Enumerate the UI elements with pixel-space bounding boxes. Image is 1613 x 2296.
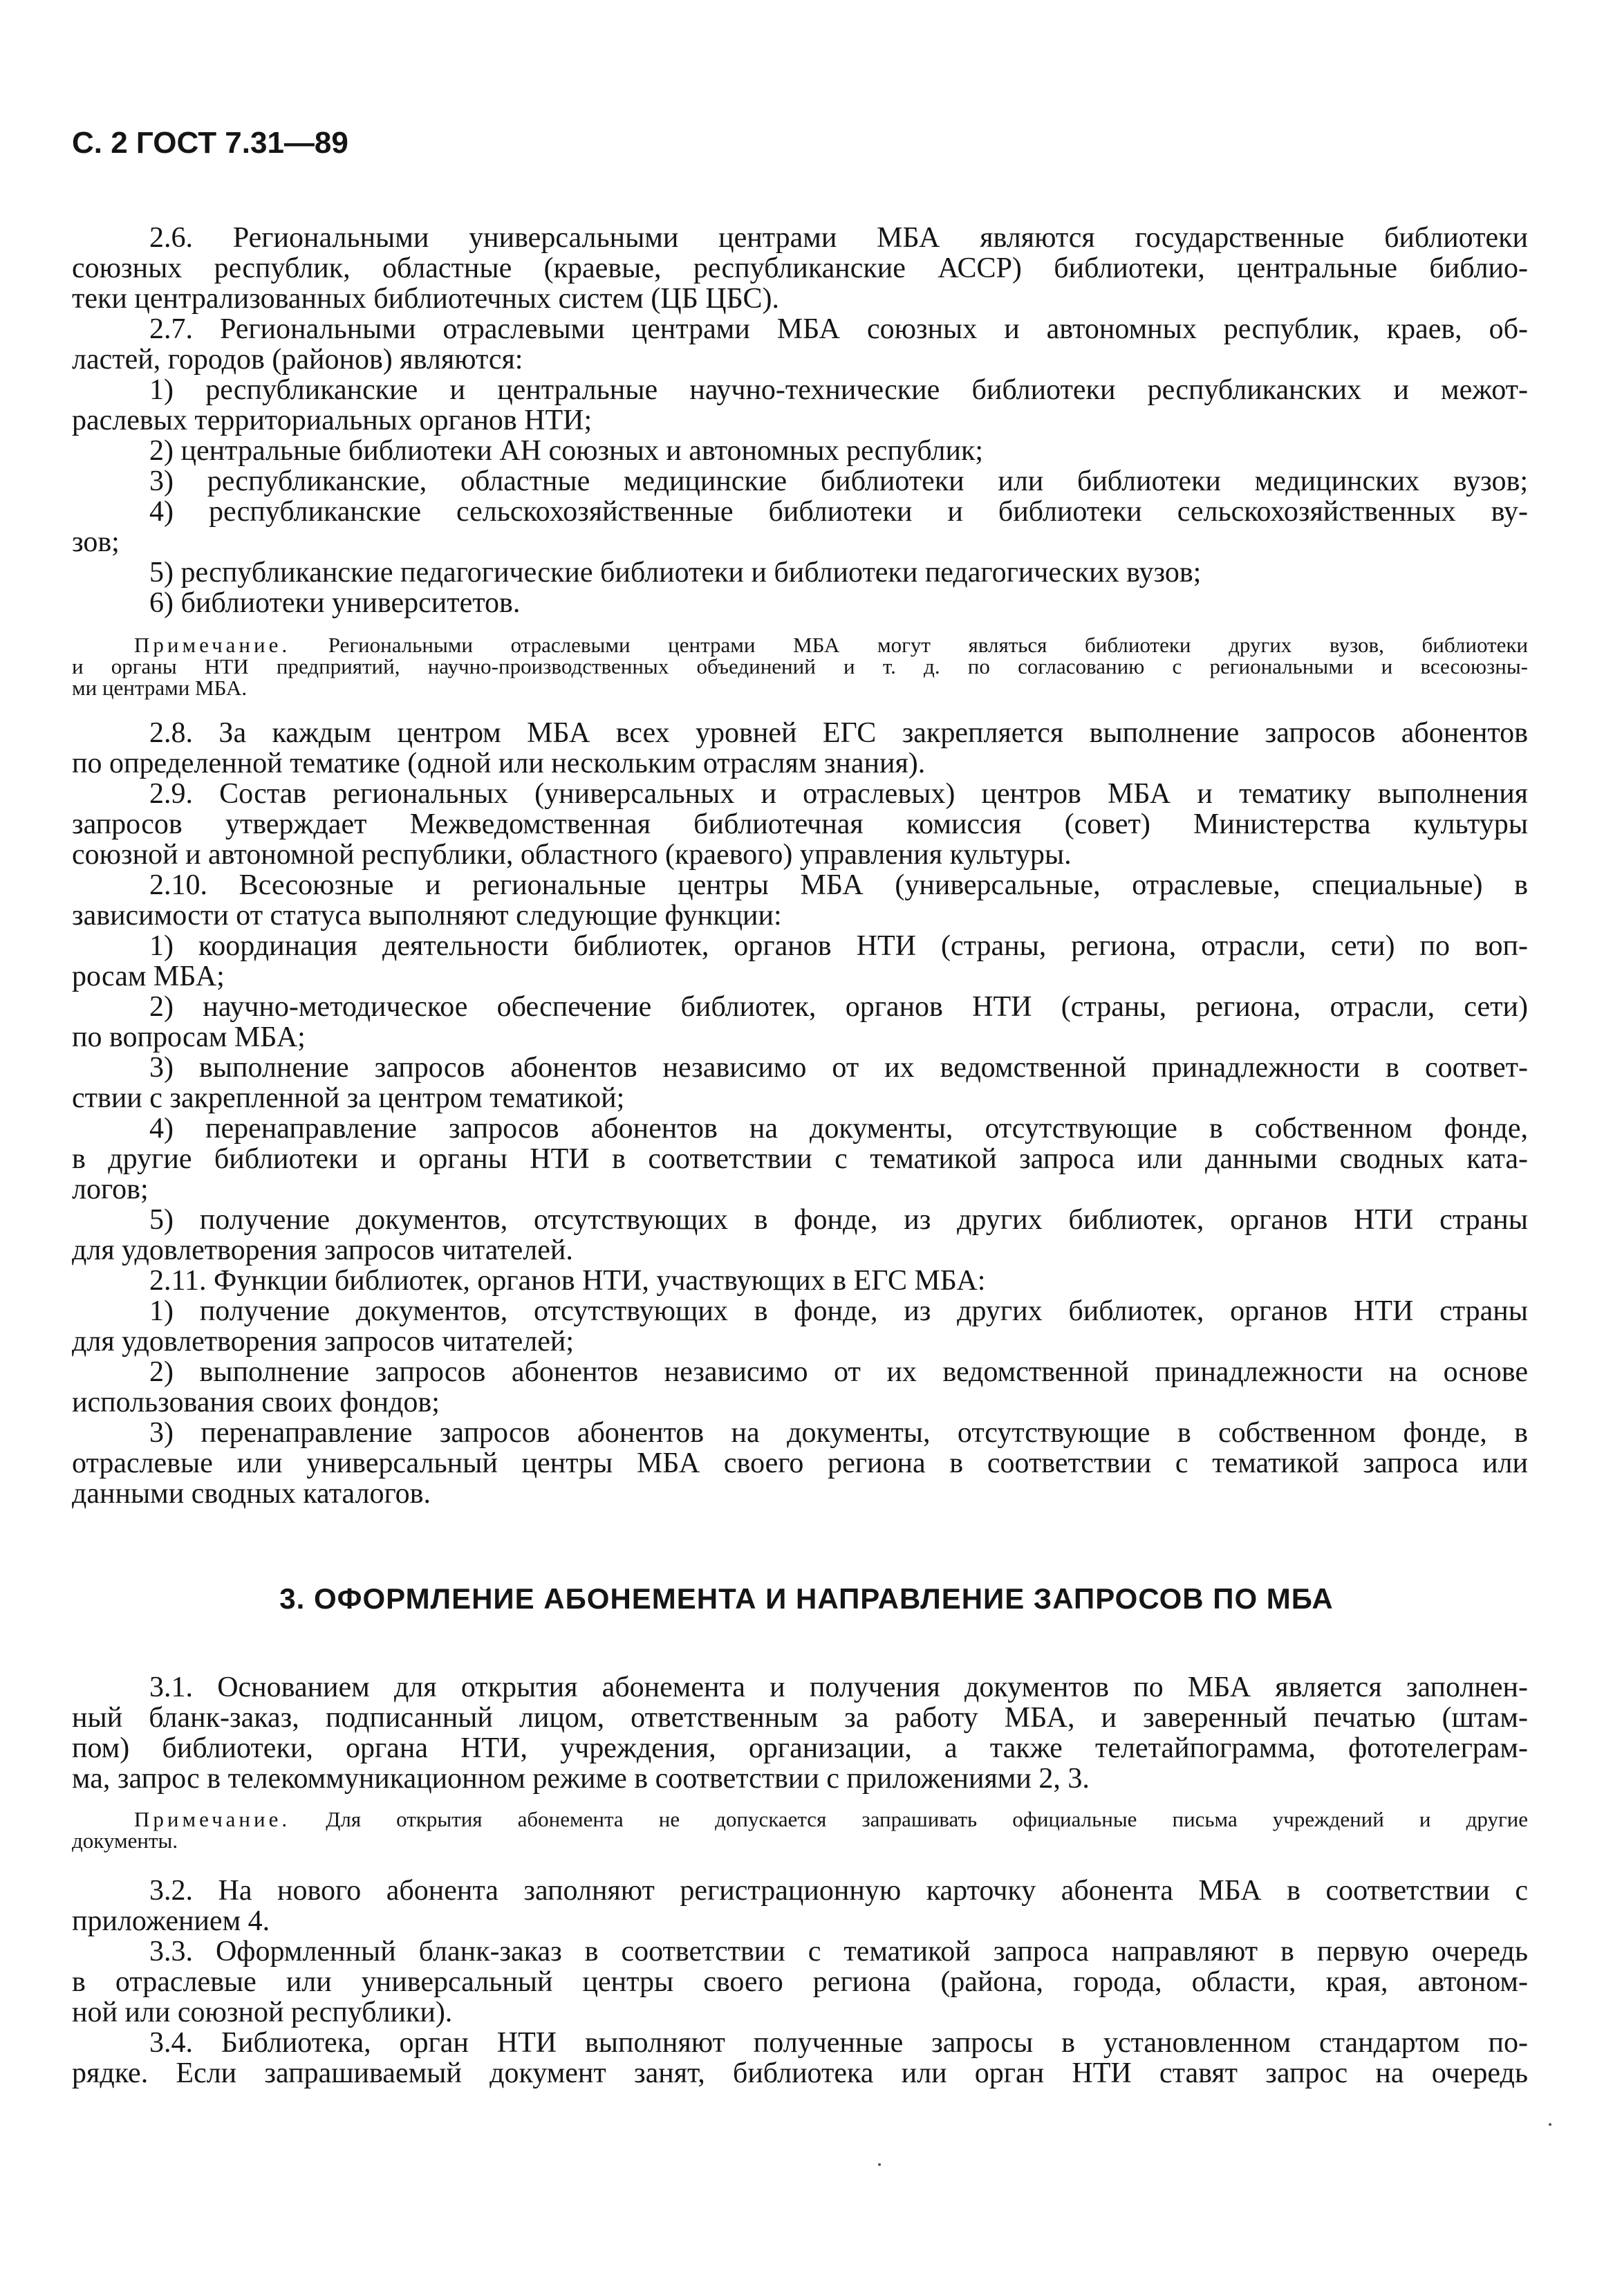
text-line: 2.6. Региональными универсальными центрами МБА являются государственные библиотеки (149, 222, 1528, 254)
text-line: 5) республиканские педагогические библиотеки и библиотеки педагогических вузов; (149, 557, 1202, 589)
text-line: 1) получение документов, отсутствующих в фонде, из других библиотек, органов НТИ страны (149, 1295, 1528, 1327)
section-2-paragraphs-6-7 (72, 223, 1528, 618)
text-line: 2) центральные библиотеки АН союзных и автономных республик; (149, 435, 984, 467)
note-line: и органы НТИ предприятий, научно-производственных объединений и т. д. по согласованию с региональными и всесоюзны- (72, 654, 1528, 678)
note-text: Для открытия абонемента не допускается запрашивать официальные письма учреждений и другие (326, 1807, 1529, 1831)
note-text: Региональными отраслевыми центрами МБА могут являться библиотеки других вузов, библиотеки (328, 633, 1528, 657)
text-line: 3) республиканские, областные медицинские библиотеки или библиотеки медицинских вузов; (149, 465, 1528, 497)
text-line: в другие библиотеки и органы НТИ в соответствии с тематикой запроса или данными сводных ката- (72, 1143, 1528, 1175)
text-line: приложением 4. (72, 1905, 270, 1937)
text-line: союзной и автономной республики, областного (краевого) управления культуры. (72, 839, 1072, 871)
section-2-paragraphs-8-11 (72, 718, 1528, 1509)
note-line: ми центрами МБА. (72, 676, 248, 700)
text-line: 2) выполнение запросов абонентов независимо от их ведомственной принадлежности на основе (149, 1356, 1528, 1388)
text-line: теки централизованных библиотечных систем (ЦБ ЦБС). (72, 283, 779, 315)
text-line: 3) перенаправление запросов абонентов на документы, отсутствующие в собственном фонде, в (149, 1417, 1528, 1449)
section-3-paragraph-1 (72, 1672, 1528, 1794)
text-line: 3.1. Основанием для открытия абонемента и получения документов по МБА является заполнен- (149, 1672, 1528, 1703)
text-line: в отраслевые или универсальный центры своего региона (района, города, области, края, автоном- (72, 1966, 1528, 1998)
note-label: Примечание. (134, 633, 291, 657)
text-line: союзных республик, областные (краевые, республиканские АССР) библиотеки, центральные библио- (72, 252, 1528, 284)
text-line: 2.7. Региональными отраслевыми центрами МБА союзных и автономных республик, краев, об- (149, 313, 1528, 345)
text-line: пом) библиотеки, органа НТИ, учреждения, организации, а также телетайпограмма, фототелеграм- (72, 1732, 1528, 1764)
text-line: использования своих фондов; (72, 1387, 440, 1418)
text-line: ластей, городов (районов) являются: (72, 344, 523, 376)
text-line: ствии с закрепленной за центром тематикой; (72, 1082, 625, 1114)
section-3-title: 3. ОФОРМЛЕНИЕ АБОНЕМЕНТА И НАПРАВЛЕНИЕ ЗАПРОСОВ ПО МБА (279, 1582, 1334, 1615)
text-line: ной или союзной республики). (72, 1997, 453, 2028)
text-line: 3) выполнение запросов абонентов независимо от их ведомственной принадлежности в соответ- (149, 1052, 1528, 1084)
note-line (72, 1808, 1528, 1830)
text-line: по вопросам МБА; (72, 1021, 306, 1053)
text-line: ма, запрос в телекоммуникационном режиме в соответствии с приложениями 2, 3. (72, 1763, 1090, 1795)
text-line: 6) библиотеки университетов. (149, 587, 521, 619)
text-line: 2.8. За каждым центром МБА всех уровней ЕГС закрепляется выполнение запросов абонентов (149, 717, 1528, 749)
text-line: зависимости от статуса выполняют следующие функции: (72, 900, 782, 932)
page-header: С. 2 ГОСТ 7.31—89 (72, 126, 348, 160)
text-line: 2.11. Функции библиотек, органов НТИ, участвующих в ЕГС МБА: (149, 1265, 986, 1297)
text-line: для удовлетворения запросов читателей. (72, 1234, 573, 1266)
note-line (72, 634, 1528, 656)
text-line: росам МБА; (72, 961, 225, 992)
section-3-paragraphs-2-4 (72, 1876, 1528, 2089)
text-line: 2) научно-методическое обеспечение библиотек, органов НТИ (страны, региона, отрасли, сети) (149, 991, 1528, 1023)
text-line: по определенной тематике (одной или нескольким отраслям знания). (72, 748, 926, 779)
text-line: 4) республиканские сельскохозяйственные библиотеки и библиотеки сельскохозяйственных ву- (149, 496, 1528, 528)
text-line: логов; (72, 1174, 149, 1205)
text-line: 3.3. Оформленный бланк-заказ в соответствии с тематикой запроса направляют в первую очередь (149, 1936, 1528, 1968)
text-line: 3.2. На нового абонента заполняют регистрационную карточку абонента МБА в соответствии с (149, 1875, 1528, 1907)
text-line: 1) координация деятельности библиотек, органов НТИ (страны, региона, отрасли, сети) по воп- (149, 930, 1528, 962)
text-line: 2.9. Состав региональных (универсальных и отраслевых) центров МБА и тематику выполнения (149, 778, 1528, 810)
text-line: 1) республиканские и центральные научно-технические библиотеки республиканских и межот- (149, 374, 1528, 406)
scan-speck (1549, 2123, 1551, 2126)
scan-speck (878, 2163, 881, 2166)
text-line: зов; (72, 526, 120, 558)
text-line: для удовлетворения запросов читателей; (72, 1326, 574, 1358)
text-line: 4) перенаправление запросов абонентов на документы, отсутствующие в собственном фонде, (149, 1113, 1528, 1145)
note-line: документы. (72, 1829, 178, 1853)
note-regional-centers (72, 634, 1528, 698)
note-subscription-opening (72, 1808, 1528, 1851)
text-line: отраслевые или универсальный центры МБА своего региона в соответствии с тематикой запроса или (72, 1447, 1528, 1479)
text-line: ный бланк-заказ, подписанный лицом, ответственным за работу МБА, и заверенный печатью (штам- (72, 1702, 1528, 1734)
text-line: 2.10. Всесоюзные и региональные центры МБА (универсальные, отраслевые, специальные) в (149, 869, 1528, 901)
text-line: рядке. Если запрашиваемый документ занят, библиотека или орган НТИ ставят запрос на очередь (72, 2057, 1528, 2089)
text-line: запросов утверждает Межведомственная библиотечная комиссия (совет) Министерства культуры (72, 808, 1528, 840)
note-label: Примечание. (134, 1807, 291, 1831)
text-line: 3.4. Библиотека, орган НТИ выполняют полученные запросы в установленном стандартом по- (149, 2027, 1528, 2059)
text-line: данными сводных каталогов. (72, 1478, 431, 1510)
text-line: раслевых территориальных органов НТИ; (72, 405, 593, 436)
text-line: 5) получение документов, отсутствующих в фонде, из других библиотек, органов НТИ страны (149, 1204, 1528, 1236)
